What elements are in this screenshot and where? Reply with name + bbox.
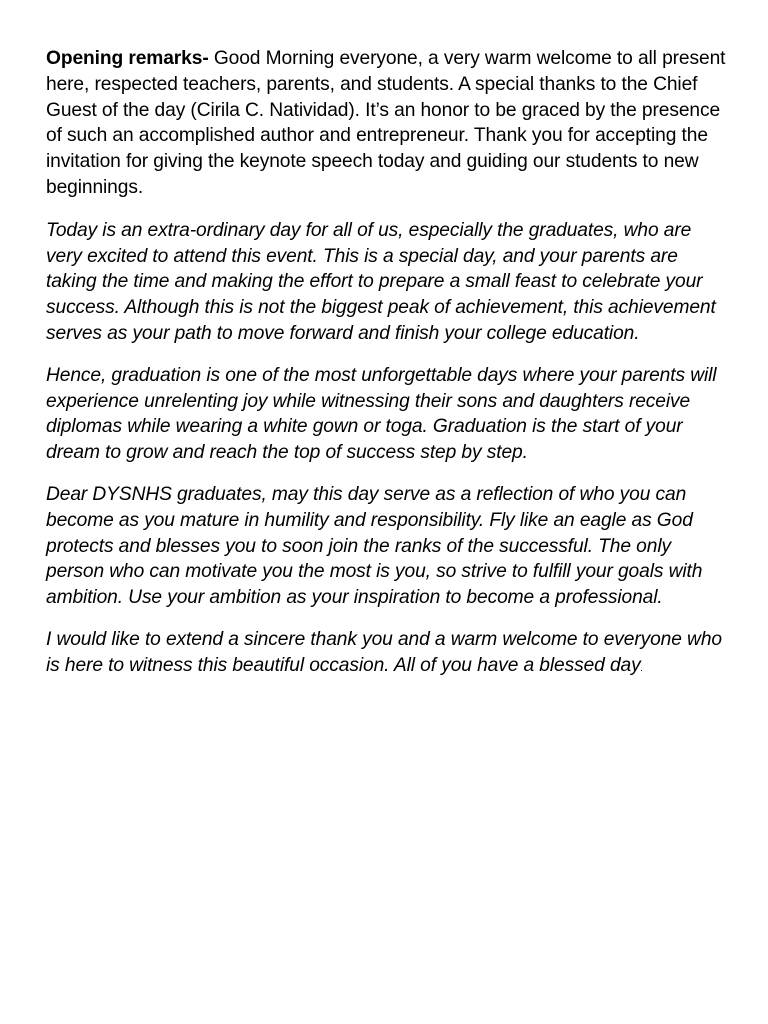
document-page (46, 46, 726, 698)
closing-text: I would like to extend a sincere thank you and a warm welcome to everyone who is here to witness this beautiful occasion. All of you have a blessed day (46, 628, 722, 676)
closing-period: . (640, 662, 644, 673)
closing-paragraph (46, 627, 726, 682)
paragraph-extraordinary-day: Today is an extra-ordinary day for all of us, especially the graduates, who are very excited to attend this event. This is a special day, and your parents are taking the time and making the effort to prepare a small feast to celebrate your success. Although this is not the biggest peak of achievement, this achievement serves as your path to move forward and finish your college education. (46, 219, 716, 344)
opening-label: Opening remarks- (46, 48, 209, 69)
opening-paragraph (46, 46, 726, 201)
opening-text: Good Morning everyone, a very warm welcome to all present here, respected teachers, parents, and students. A special thanks to the Chief Guest of the day (Cirila C. Natividad). It’s an honor to be graced by the presence of such an accomplished author and entrepreneur. Thank you for accepting the invitation for giving the keynote speech today and guiding our students to new beginnings. (46, 48, 726, 198)
paragraph-dysnhs-graduates: Dear DYSNHS graduates, may this day serve as a reflection of who you can become as you mature in humility and responsibility. Fly like an eagle as God protects and blesses you to soon join the ranks of the successful. The only person who can motivate you the most is you, so strive to fulfill your goals with ambition. Use your ambition as your inspiration to become a professional. (46, 483, 703, 609)
paragraph-graduation-joy: Hence, graduation is one of the most unforgettable days where your parents will experience unrelenting joy while witnessing their sons and daughters receive diplomas while wearing a white gown or toga. Graduation is the start of your dream to grow and reach the top of success step by step. (46, 364, 717, 464)
